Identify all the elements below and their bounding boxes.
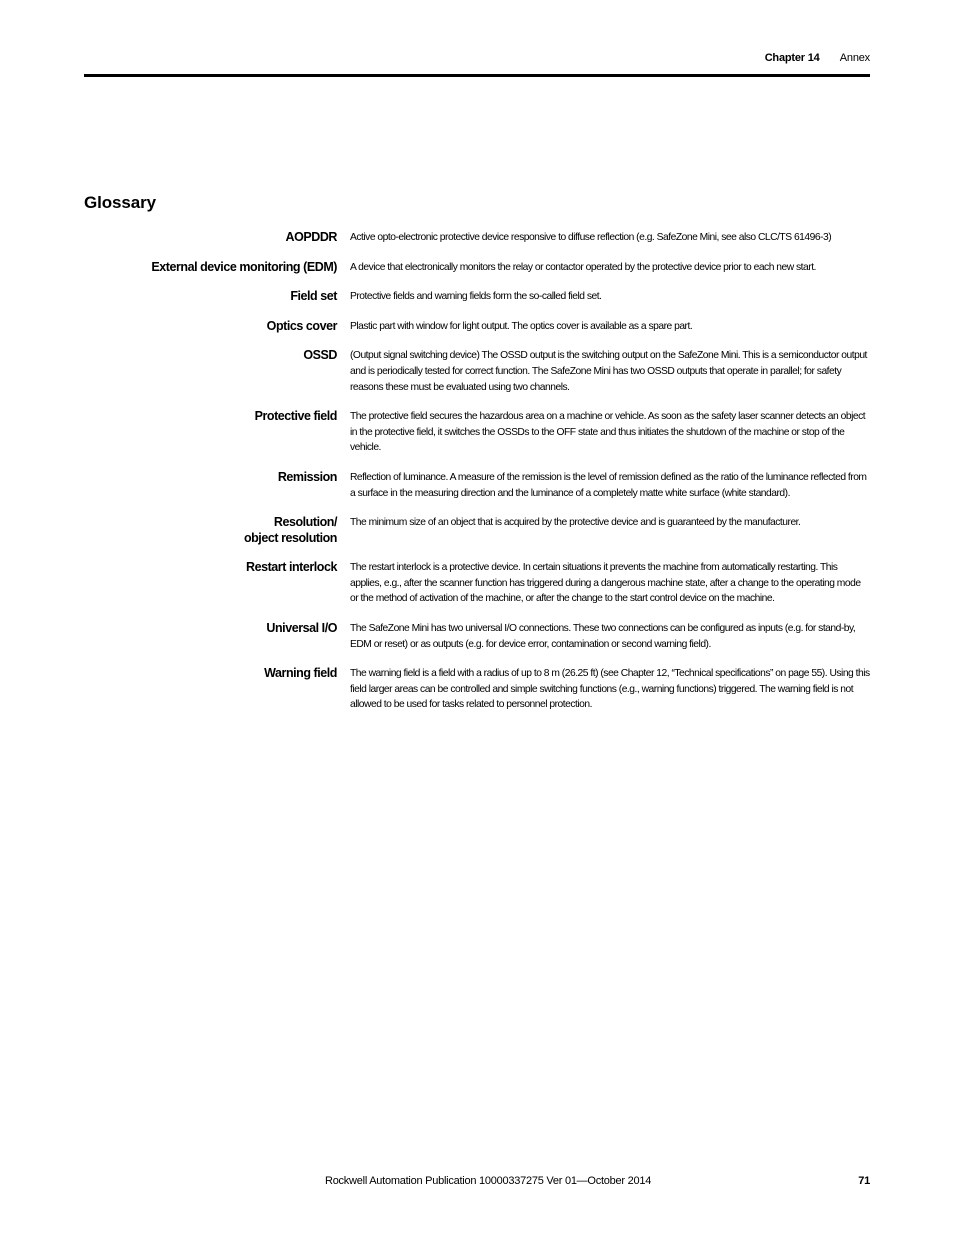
- glossary-term: Remission: [277, 469, 337, 484]
- glossary-term: External device monitoring (EDM): [151, 259, 337, 274]
- glossary-definition: The protective field secures the hazardous area on a machine or vehicle. As soon as the safety laser scanner detects an object in the protective field, it switches the OSSDs to the OFF state and thus initiates the shutdown of the machine or stop of the vehicle.: [350, 411, 866, 454]
- glossary-entry: [84, 469, 870, 501]
- glossary-term: Warning field: [264, 666, 337, 681]
- glossary-term: Protective field: [254, 409, 337, 424]
- chapter-label: Chapter 14: [764, 52, 820, 64]
- glossary-term: AOPDDR: [285, 230, 337, 244]
- glossary-term: Field set: [290, 289, 337, 304]
- page-number: 71: [858, 1175, 870, 1187]
- publication-info: Rockwell Automation Publication 10000337275 Ver 01—October 2014: [325, 1175, 652, 1187]
- header-rule: [84, 74, 870, 77]
- glossary-entry: [84, 514, 870, 546]
- glossary-definition: Reflection of luminance. A measure of the remission is the level of remission defined as the ratio of the luminance reflected from a surface in the measuring direction and the luminance of a completely matte white surface (white standard).: [350, 471, 867, 499]
- glossary-entry: [84, 559, 870, 607]
- glossary-definition: Protective fields and warning fields form the so-called field set.: [350, 291, 602, 303]
- glossary-entry: [84, 318, 870, 335]
- glossary-definition: The restart interlock is a protective device. In certain situations it prevents the machine from automatically restarting. This applies, e.g., after the scanner function has triggered during a dangerous machine state, after a change to the operating mode or the method of activation of the machine, or after the change to the start control device on the machine.: [350, 562, 861, 605]
- glossary-entry: [84, 229, 870, 246]
- glossary-term: Universal I/O: [266, 620, 337, 635]
- glossary-definition: A device that electronically monitors the relay or contactor operated by the protective device prior to each new start.: [350, 261, 816, 273]
- glossary-entry: [84, 288, 870, 305]
- glossary-definition: The minimum size of an object that is acquired by the protective device and is guaranteed by the manufacturer.: [350, 517, 801, 529]
- glossary-definition: The SafeZone Mini has two universal I/O connections. These two connections can be configured as inputs (e.g. for stand-by, EDM or reset) or as outputs (e.g. for device error, contamination or second warning field).: [350, 622, 856, 650]
- glossary-term: Restart interlock: [246, 560, 337, 575]
- glossary-entry: [84, 620, 870, 652]
- glossary-term: Optics cover: [266, 318, 337, 333]
- running-header: [765, 52, 870, 64]
- glossary-entry: [84, 347, 870, 395]
- glossary-definition: Plastic part with window for light output. The optics cover is available as a spare part.: [350, 320, 693, 332]
- section-label: Annex: [839, 52, 870, 64]
- glossary-entry: [84, 665, 870, 713]
- glossary-definition: Active opto-electronic protective device responsive to diffuse reflection (e.g. SafeZone Mini, see also CLC/TS 61496-3): [350, 232, 832, 243]
- glossary-list: [84, 229, 870, 726]
- page-title: Glossary: [84, 193, 156, 212]
- glossary-entry: [84, 259, 870, 276]
- glossary-term: Resolution/ object resolution: [243, 515, 337, 546]
- glossary-term: OSSD: [303, 348, 337, 363]
- glossary-definition: (Output signal switching device) The OSSD output is the switching output on the SafeZone Mini. This is a semiconductor output and is periodically tested for correct function. The SafeZone Mini has two OSSD outputs that operate in parallel; for safety reasons these must be evaluated using two channels.: [350, 350, 867, 393]
- glossary-definition: The warning field is a field with a radius of up to 8 m (26.25 ft) (see Chapter 12, “Technical specifications” on page 55). Using this field larger areas can be controlled and simple switching functions (e.g., warning functions) triggered. The warning field is not allowed to be used for tasks related to personnel protection.: [350, 668, 870, 711]
- glossary-entry: [84, 408, 870, 456]
